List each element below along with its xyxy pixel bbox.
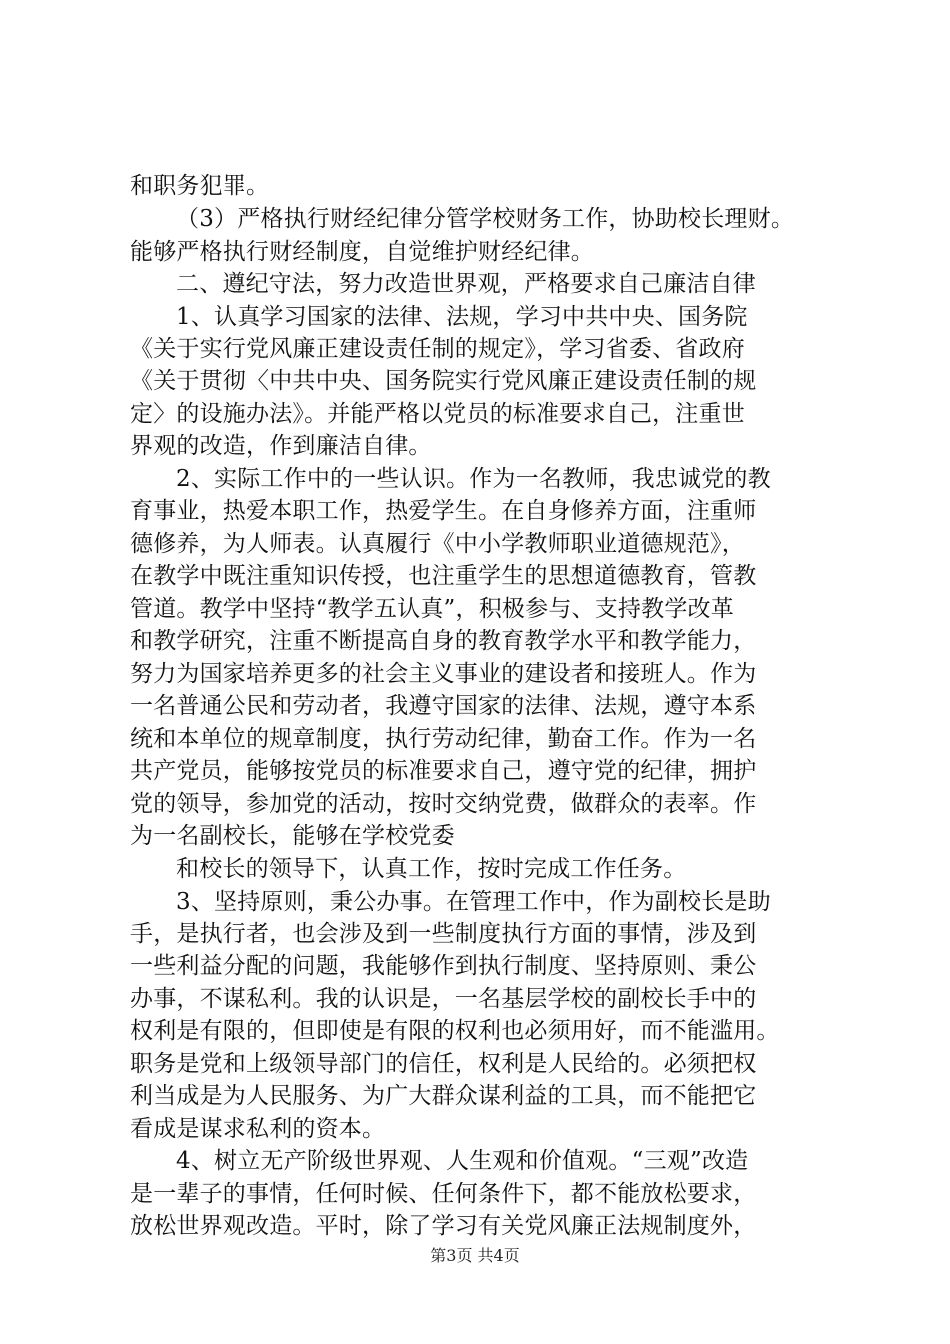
text-line: 在教学中既注重知识传授，也注重学生的思想道德教育，管教 <box>130 563 757 589</box>
text-line: 《关于贯彻〈中共中央、国务院实行党风廉正建设责任制的规 <box>130 368 757 394</box>
text-line: 定〉的设施办法》。并能严格以党员的标准要求自己，注重世 <box>130 401 745 427</box>
text-line: 育事业，热爱本职工作，热爱学生。在自身修养方面，注重师 <box>130 498 757 524</box>
text-line: 办事，不谋私利。我的认识是，一名基层学校的副校长手中的 <box>130 986 757 1012</box>
page-number-footer: 第3页 共4页 <box>430 1246 520 1265</box>
text-line: 共产党员，能够按党员的标准要求自己，遵守党的纪律，拥护 <box>130 758 757 784</box>
text-line: 2、实际工作中的一些认识。作为一名教师，我忠诚党的教 <box>176 466 771 492</box>
text-line: 3、坚持原则，秉公办事。在管理工作中，作为副校长是助 <box>176 889 771 915</box>
text-line: 1、认真学习国家的法律、法规，学习中共中央、国务院 <box>176 304 748 330</box>
text-line: 能够严格执行财经制度，自觉维护财经纪律。 <box>130 239 594 265</box>
text-line: 是一辈子的事情，任何时候、任何条件下，都不能放松要求， <box>130 1181 757 1207</box>
text-line: 努力为国家培养更多的社会主义事业的建设者和接班人。作为 <box>130 661 757 687</box>
text-line: 德修养，为人师表。认真履行《中小学教师职业道德规范》， <box>130 531 745 557</box>
text-line: 党的领导，参加党的活动，按时交纳党费，做群众的表率。作 <box>130 791 757 817</box>
text-line: 和教学研究，注重不断提高自身的教育教学水平和教学能力， <box>130 628 757 654</box>
text-line: （3）严格执行财经纪律分管学校财务工作，协助校长理财。 <box>176 206 795 232</box>
text-line: 为一名副校长，能够在学校党委 <box>130 823 455 849</box>
text-line: 和职务犯罪。 <box>130 173 270 199</box>
text-line: 统和本单位的规章制度，执行劳动纪律，勤奋工作。作为一名 <box>130 726 757 752</box>
text-line: 《关于实行党风廉正建设责任制的规定》，学习省委、省政府 <box>130 336 745 362</box>
text-line: 一些利益分配的问题，我能够作到执行制度、坚持原则、秉公 <box>130 953 757 979</box>
text-line: 管道。教学中坚持“教学五认真”，积极参与、支持教学改革 <box>130 596 734 622</box>
text-line: 4、树立无产阶级世界观、人生观和价值观。“三观”改造 <box>176 1148 749 1174</box>
text-line: 权利是有限的，但即使是有限的权利也必须用好，而不能滥用。 <box>130 1018 780 1044</box>
text-line: 二、遵纪守法，努力改造世界观，严格要求自己廉洁自律 <box>176 271 756 297</box>
text-line: 利当成是为人民服务、为广大群众谋利益的工具，而不能把它 <box>130 1083 757 1109</box>
text-line: 界观的改造，作到廉洁自律。 <box>130 433 432 459</box>
text-line: 一名普通公民和劳动者，我遵守国家的法律、法规，遵守本系 <box>130 693 757 719</box>
text-line: 和校长的领导下，认真工作，按时完成工作任务。 <box>176 856 687 882</box>
text-line: 手，是执行者，也会涉及到一些制度执行方面的事情，涉及到 <box>130 921 757 947</box>
text-line: 看成是谋求私利的资本。 <box>130 1116 386 1142</box>
text-line: 职务是党和上级领导部门的信任，权利是人民给的。必须把权 <box>130 1051 757 1077</box>
text-line: 放松世界观改造。平时，除了学习有关党风廉正法规制度外， <box>130 1213 757 1239</box>
